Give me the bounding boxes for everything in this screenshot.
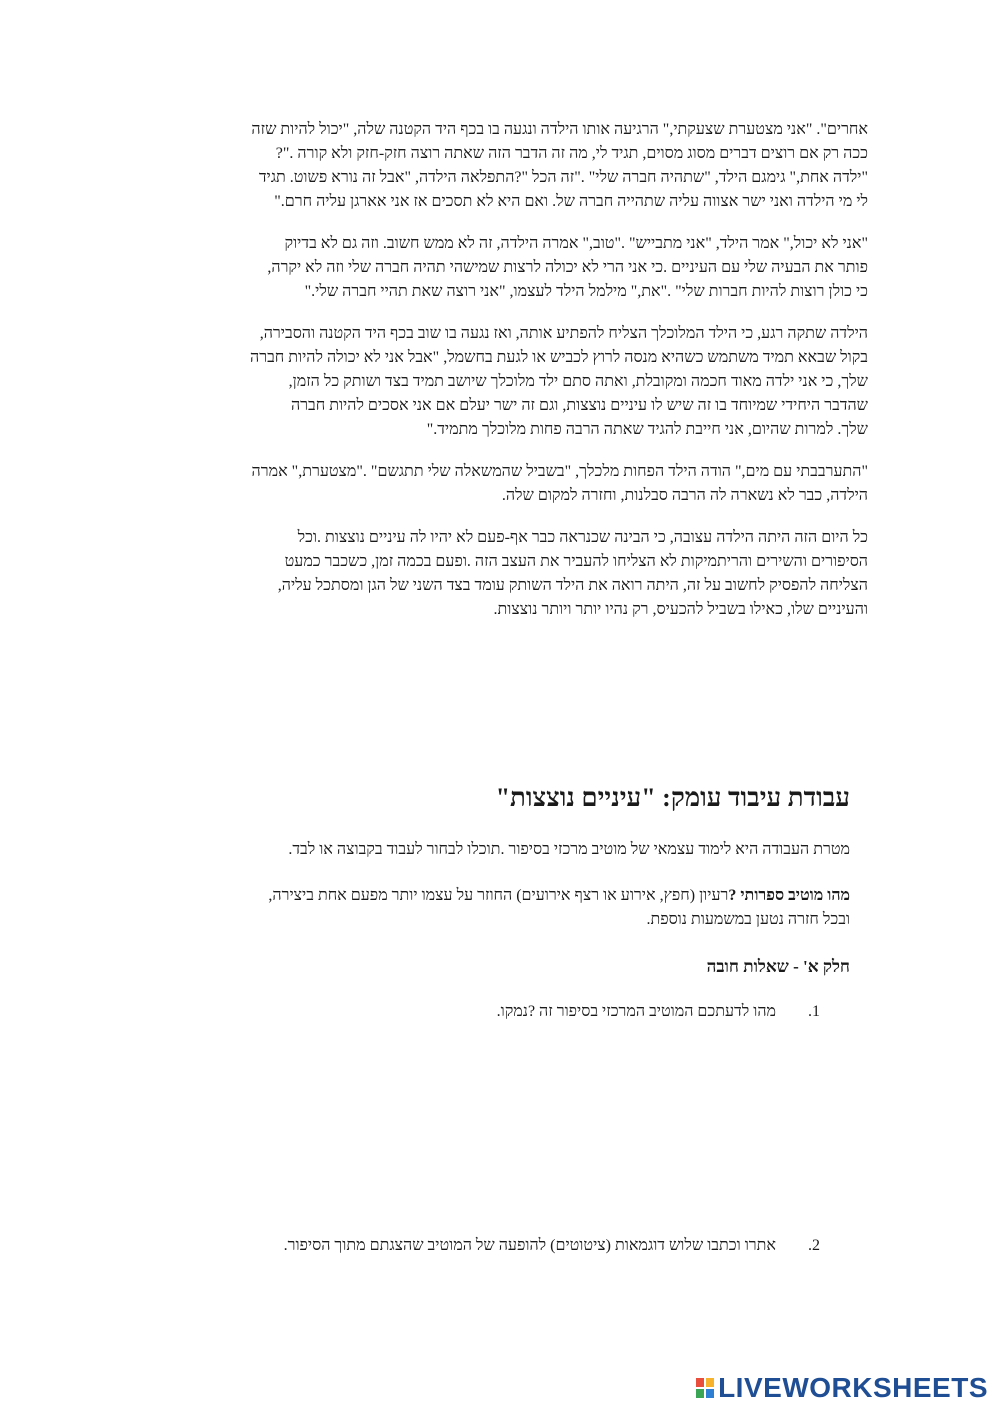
story-paragraph-5 [150,526,868,622]
liveworksheets-logo [695,1372,988,1404]
story-text [150,118,868,640]
story-line: כל היום הזה היתה הילדה עצובה, כי הבינה שכנראה כבר אף-פעם לא יהיו לה עיניים נוצצות .וכל [297,529,868,546]
story-line: כי כולן רוצות להיות חברות שלי" ."את," מילמל הילד לעצמו, "אני רוצה שאת תהיי חברה שלי." [304,283,868,300]
liveworksheets-logo-icon [695,1377,715,1399]
logo-square-blue [705,1388,715,1399]
story-paragraph-4 [150,460,868,508]
story-line: הסיפורים והשירים והריתמיקות לא הצליחו להעביר את העצב הזה .ופעם בכמה זמן, כשכבר כמעט [284,553,868,570]
question-2 [102,1234,820,1258]
logo-square-yellow [705,1377,715,1388]
story-line: "אני לא יכול," אמר הילד, "אני מתבייש" ."טוב," אמרה הילדה, זה לא ממש חשוב. וזה גם לא בדיוק [284,235,868,252]
story-line: אחרים". "אני מצטערת שצעקתי," הרגיעה אותו הילדה ונגעה בו בכף היד הקטנה שלה, "יכול להיות שזה [251,121,868,138]
question-number: 1. [808,1003,820,1020]
story-line: פותר את הבעיה שלי עם העיניים .כי אני הרי לא יכולה לרצות שמישהי תהיה חברה שלי וזה לא יקרה, [267,259,868,276]
motif-definition [132,884,850,932]
motif-definition-text: רעיון (חפץ, אירוע או רצף אירועים) החוזר על עצמו יותר מפעם אחת ביצירה, [268,887,729,904]
question-number: 2. [808,1237,820,1254]
story-line: שהדבר היחידי שמיוחד בו זה שיש לו עיניים נוצצות, וגם זה ישר יעלם אם אני אסכים להיות חברה [290,397,868,414]
story-line: לי מי הילדה ואני ישר אצווה עליה שתהייה חברה של. ואם היא לא תסכים אז אני אארגן עליה חרם." [274,193,868,210]
story-line: הילדה, כבר לא נשארה לה הרבה סבלנות, וחזרה למקום שלה. [501,487,868,504]
motif-definition-line-1 [132,884,850,908]
task-title: עבודת עיבוד עומק: "עיניים נוצצות" [495,783,850,812]
story-line: ככה רק אם רוצים דברים מסוג מסוים, תגיד לי, מה זה הדבר הזה שאתה רוצה חזק-חזק ולא קורה ."? [275,145,868,162]
story-line: "ילדה אחת," גימגם הילד, "שתהיה חברה שלי" ."זה הכל "?התפלאה הילדה, "אבל זה נורא פשוט. תגיד [258,169,868,186]
story-line: הילדה שתקה רגע, כי הילד המלוכלך הצליח להפתיע אותה, ואז נגעה בו שוב בכף היד הקטנה והסבירה, [259,325,868,342]
story-line: שלך. למרות שהיום, אני חייבת להגיד שאתה הרבה פחות מלוכלך מתמיד." [426,421,868,438]
story-paragraph-2 [150,232,868,304]
story-paragraph-3 [150,322,868,442]
logo-square-red [695,1377,705,1388]
story-line: בקול שבאא תמיד משתמש כשהיא מנסה לרוץ לכביש או לגעת בחשמל, "אבל אני לא יכולה להיות חברה [250,349,868,366]
question-1 [102,1000,820,1024]
logo-square-green [695,1388,705,1399]
section-title: חלק א' - שאלות חובה [706,957,850,976]
motif-definition-line-2: ובכל חזרה נטען במשמעות נוספת. [646,911,850,928]
task-goal: מטרת העבודה היא לימוד עצמאי של מוטיב מרכזי בסיפור .תוכלו לבחור לעבוד בקבוצה או לבד. [288,841,850,858]
question-text: מהו לדעתכם המוטיב המרכזי בסיפור זה ?נמקו. [496,1003,776,1020]
story-line: שלך, כי אני ילדה מאוד חכמה ומקובלת, ואתה סתם ילד מלוכלך שיושב תמיד בצד ושותק כל הזמן, [288,373,868,390]
story-line: והעיניים שלו, כאילו בשביל להכעיס, רק נהיו יותר ויותר נוצצות. [493,601,868,618]
story-line: הצליחה להפסיק לחשוב על זה, היתה רואה את הילד השותק עומד בצד השני של הגן ומסתכל עליה, [277,577,868,594]
liveworksheets-logo-text: LIVEWORKSHEETS [718,1372,988,1403]
story-paragraph-1 [150,118,868,214]
story-line: "התערבבתי עם מים," הודה הילד הפחות מלכלך, "בשביל שהמשאלה שלי תתגשם" ."מצטערת," אמרה [251,463,868,480]
question-text: אתרו וכתבו שלוש דוגמאות (ציטוטים) להופעה של המוטיב שהצגתם מתוך הסיפור. [283,1237,776,1254]
motif-term: מהו מוטיב ספרותי ? [728,887,850,904]
